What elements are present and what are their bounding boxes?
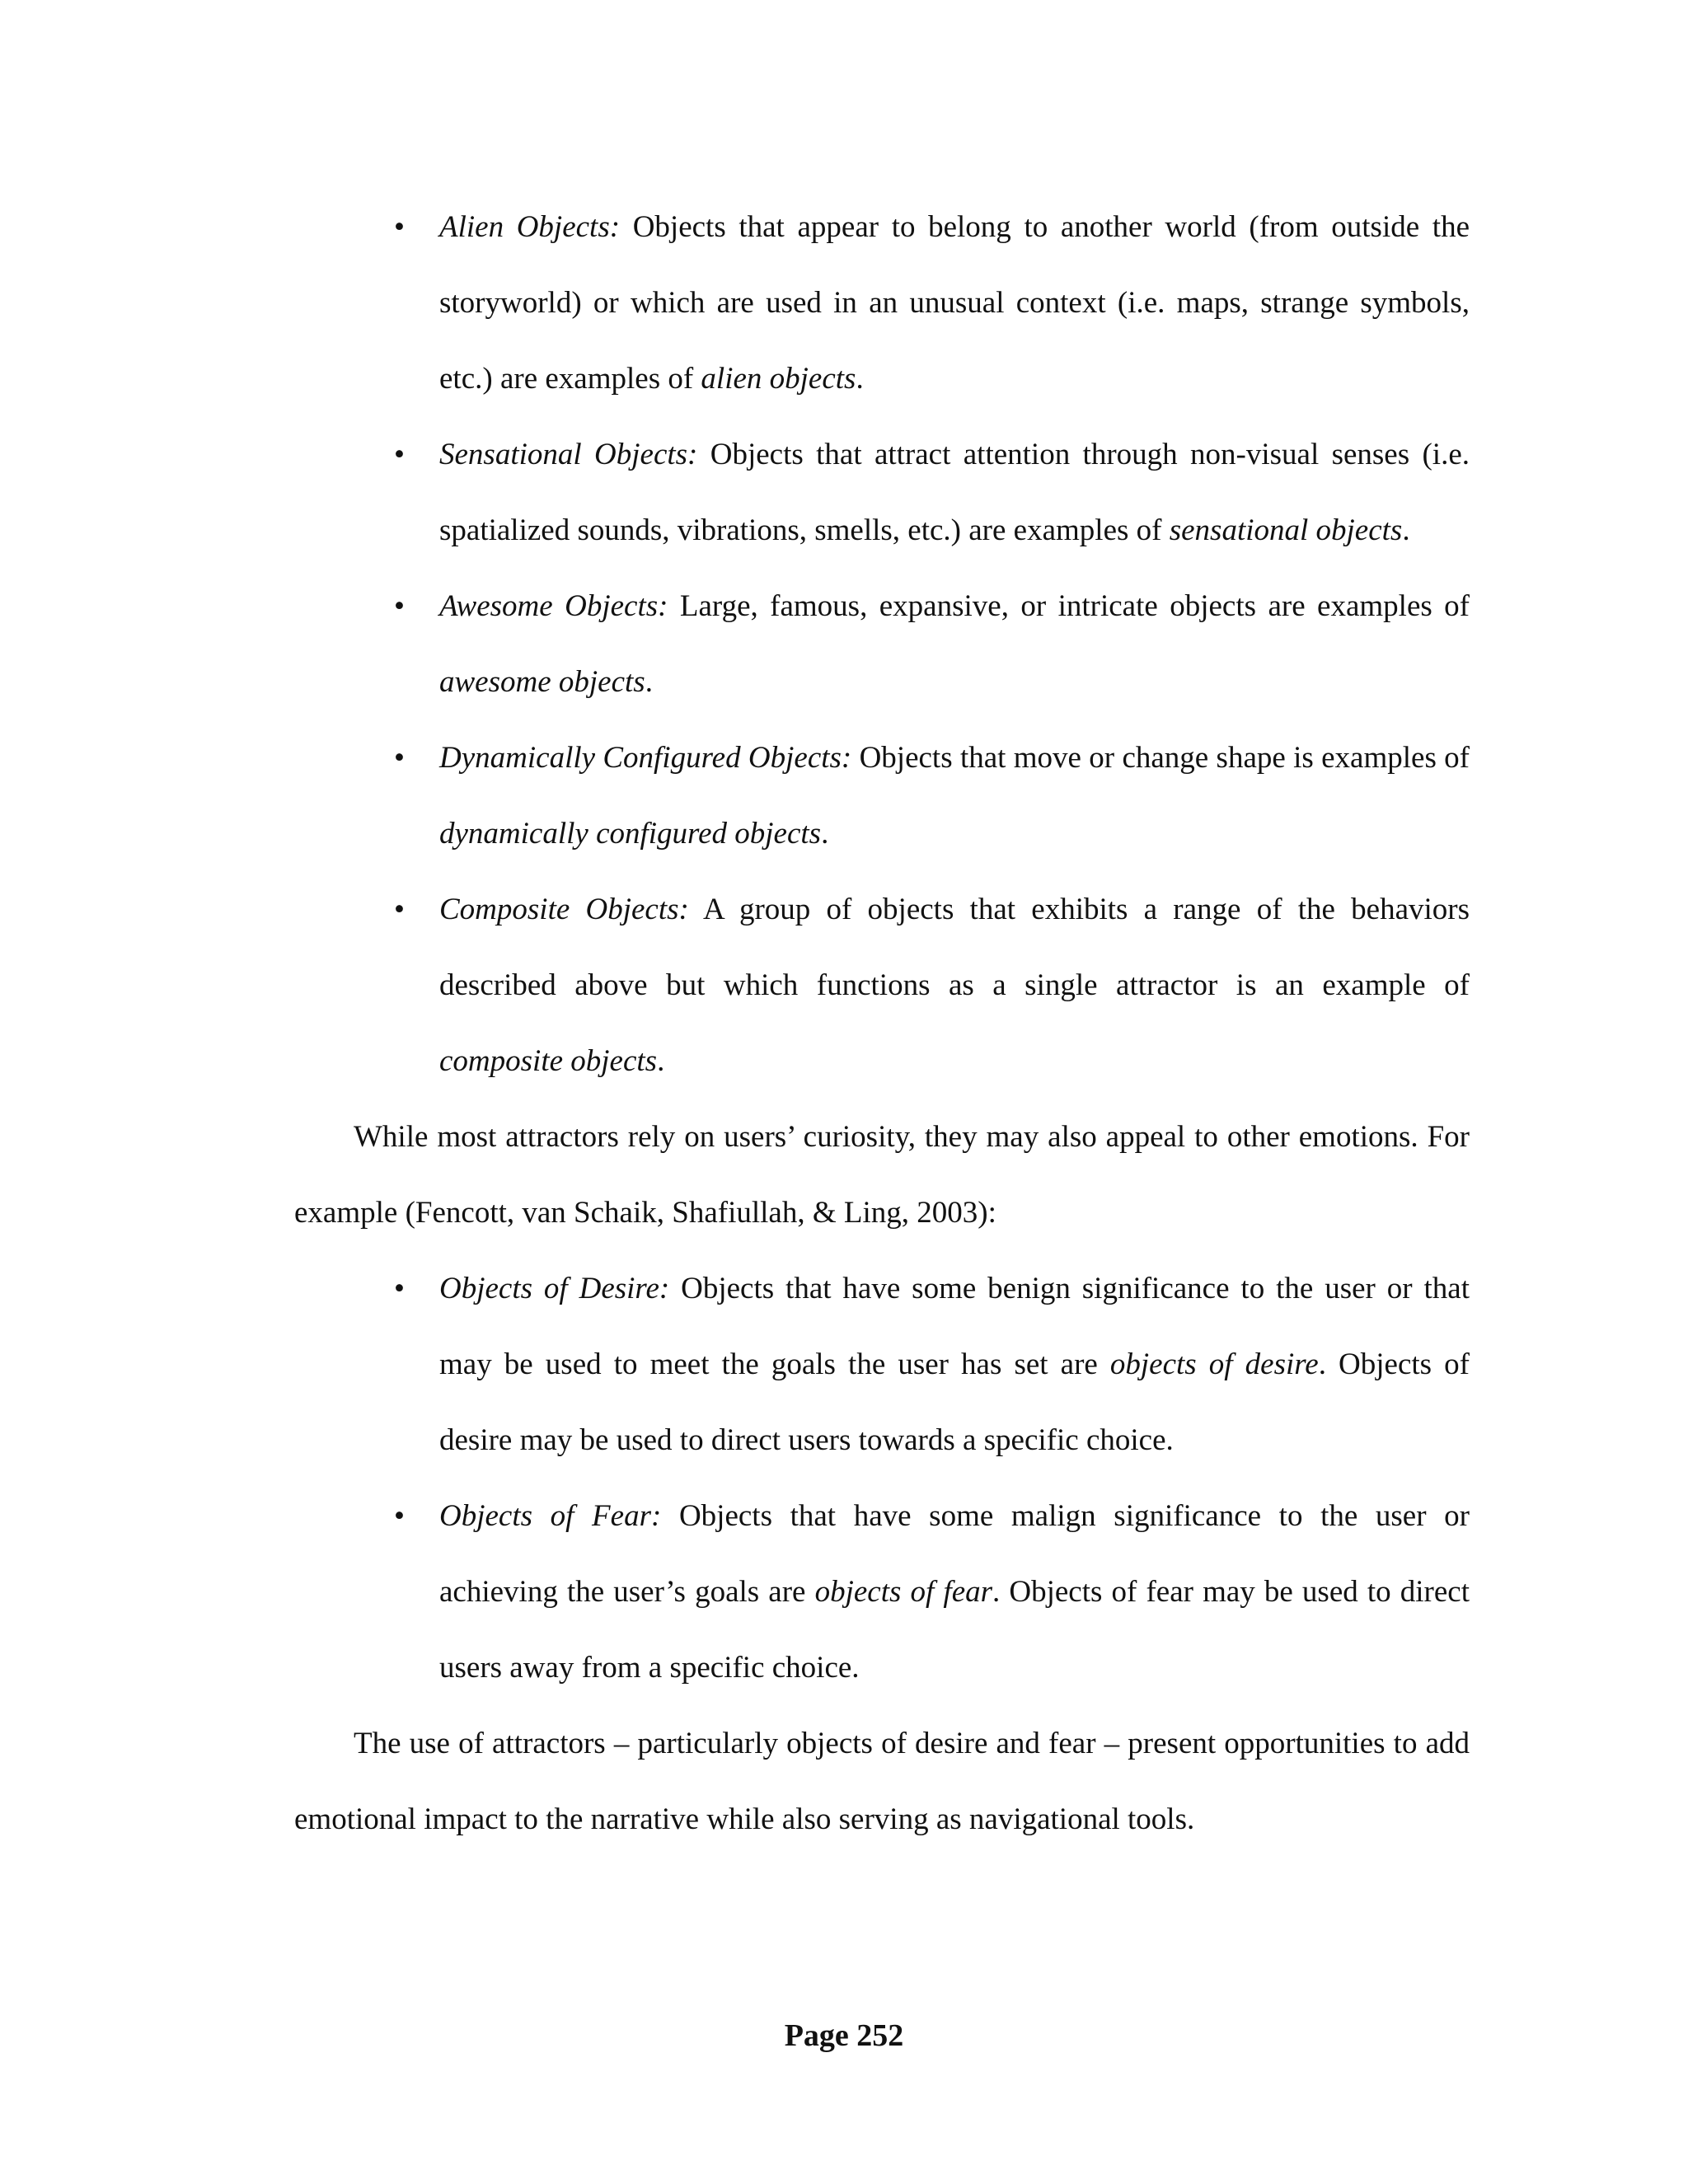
list-item-term: Alien Objects: <box>439 210 621 244</box>
list-item-tail: . Objects of fear may be used to direct users away from a specific choice. <box>439 1575 1470 1685</box>
list-item-tail: . <box>821 817 829 851</box>
list-item-term: Sensational Objects: <box>439 438 698 471</box>
list-item-tail: . <box>856 362 864 396</box>
list-item-text: Large, famous, expansive, or intricate objects are examples of <box>668 589 1470 623</box>
list-item-term: Objects of Fear: <box>439 1499 662 1533</box>
bullet-icon: • <box>394 1499 405 1533</box>
body-text <box>294 190 1470 1858</box>
bullet-icon: • <box>394 893 405 926</box>
paragraph-emotions: While most attractors rely on users’ curiosity, they may also appeal to other emotions. For example (Fencott, van Schaik, Shafiullah, & Ling, 2003): <box>294 1120 1470 1230</box>
list-item-tail: . Objects of desire may be used to direct users towards a specific choice. <box>439 1347 1470 1457</box>
list-item-emphasis: awesome objects <box>439 665 645 699</box>
list-item-tail: . <box>1402 513 1410 547</box>
list-item-emphasis: dynamically configured objects <box>439 817 822 851</box>
list-item <box>294 872 1470 1099</box>
emotional-attractors-list <box>294 1251 1470 1706</box>
list-item-term: Dynamically Configured Objects: <box>439 741 852 775</box>
list-item-text: Objects that move or change shape is examples of <box>851 741 1470 775</box>
bullet-icon: • <box>394 589 405 623</box>
page-number: Page 252 <box>784 2018 904 2053</box>
bullet-icon: • <box>394 741 405 775</box>
bullet-icon: • <box>394 210 405 244</box>
bullet-icon: • <box>394 1272 405 1305</box>
list-item-emphasis: sensational objects <box>1169 513 1403 547</box>
list-item-text: Objects that have some malign significance to the user or achieving the user’s goals are <box>439 1499 1470 1609</box>
list-item-emphasis: objects of fear <box>814 1575 993 1609</box>
list-item-emphasis: objects of desire <box>1109 1347 1319 1381</box>
list-item-term: Awesome Objects: <box>439 589 668 623</box>
list-item <box>294 569 1470 720</box>
list-item-tail: . <box>657 1044 665 1078</box>
list-item <box>294 720 1470 872</box>
list-item-text: A group of objects that exhibits a range of the behaviors described above but which functions as a single attractor is an example of <box>439 893 1470 1002</box>
paragraph-conclusion: The use of attractors – particularly objects of desire and fear – present opportunities to add emotional impact to the narrative while also serving as navigational tools. <box>294 1727 1470 1836</box>
bullet-icon: • <box>394 438 405 471</box>
list-item-emphasis: composite objects <box>439 1044 658 1078</box>
attractor-types-list <box>294 190 1470 1099</box>
list-item-text: Objects that appear to belong to another world (from outside the storyworld) or which are used in an unusual context (i.e. maps, strange symbols, etc.) are examples of <box>439 210 1470 396</box>
list-item-emphasis: alien objects <box>701 362 856 396</box>
list-item-text: Objects that have some benign significance to the user or that may be used to meet the goals the user has set are <box>439 1272 1470 1381</box>
list-item-text: Objects that attract attention through non-visual senses (i.e. spatialized sounds, vibrations, smells, etc.) are examples of <box>439 438 1470 547</box>
list-item <box>294 190 1470 417</box>
list-item <box>294 417 1470 569</box>
list-item-tail: . <box>645 665 653 699</box>
list-item-term: Composite Objects: <box>439 893 689 926</box>
list-item <box>294 1479 1470 1706</box>
list-item <box>294 1251 1470 1479</box>
list-item-term: Objects of Desire: <box>439 1272 670 1305</box>
